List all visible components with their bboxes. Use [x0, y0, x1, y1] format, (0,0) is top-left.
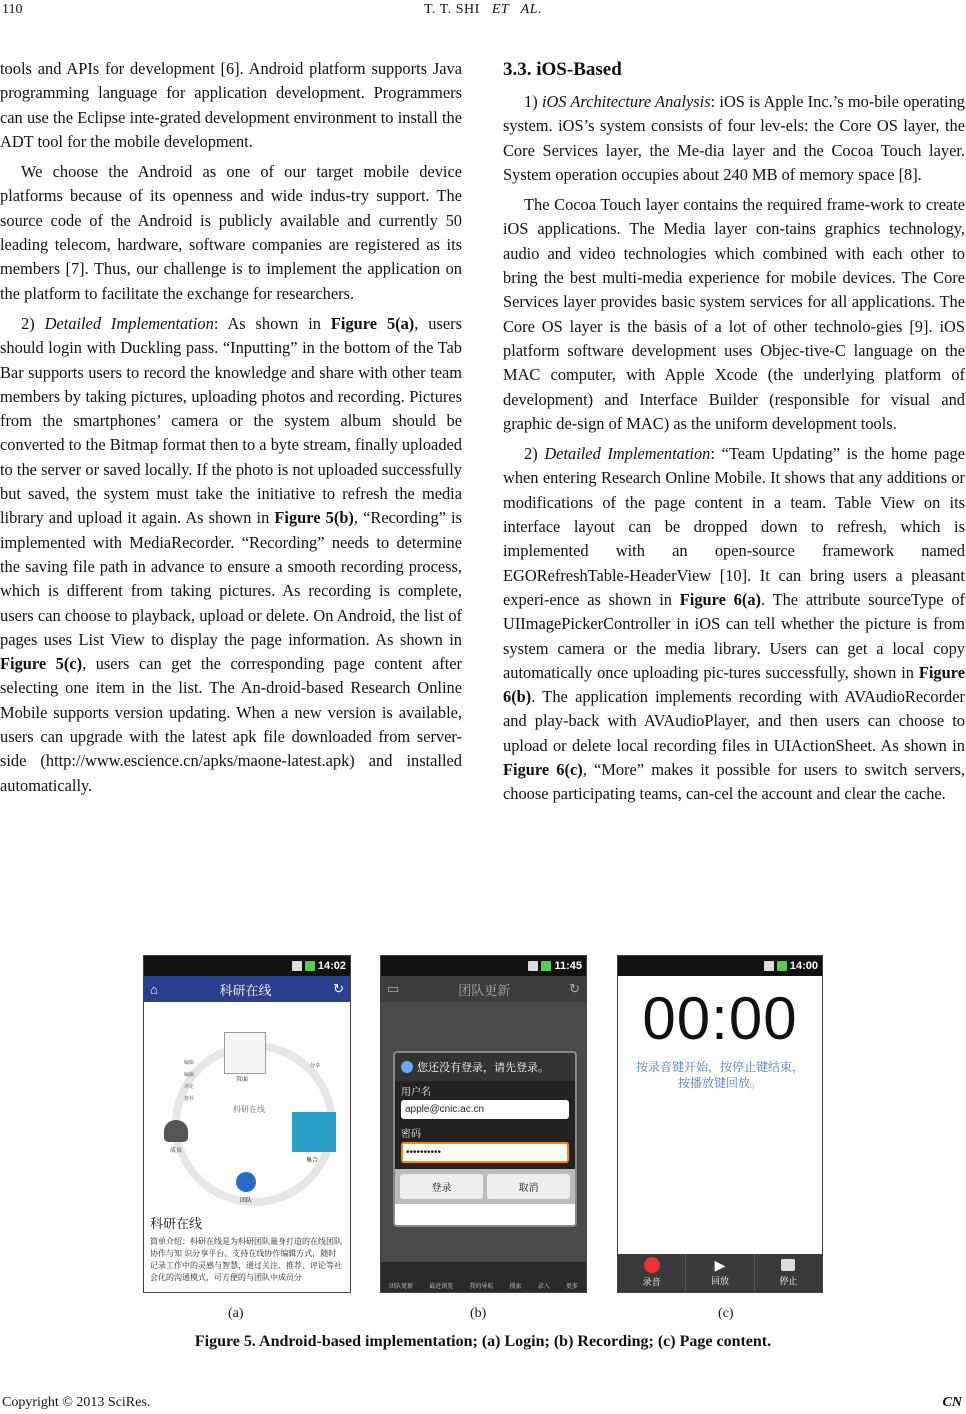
tab-recent[interactable]: 最近浏览	[429, 1284, 454, 1290]
nav-title: 科研在线	[219, 982, 272, 998]
status-bar	[144, 956, 350, 976]
screenshot-c	[617, 955, 823, 1293]
control-bar	[618, 1254, 822, 1292]
dialog-buttons	[395, 1169, 575, 1204]
playback-button[interactable]: ▶ 回放	[686, 1254, 754, 1292]
dialog-header	[395, 1053, 575, 1081]
clock: 14:02	[317, 960, 346, 972]
login-button[interactable]: 登录	[400, 1174, 483, 1199]
nav-title: 团队更新	[458, 982, 511, 998]
dialog-body	[395, 1081, 575, 1169]
play-icon: ▶	[714, 1257, 726, 1273]
instructions: 按录音键开始，按停止键结束，按播放键回放。	[635, 1060, 804, 1090]
node-label: 成员	[170, 1148, 183, 1154]
screenshot-a	[143, 955, 351, 1293]
login-dialog	[393, 1051, 577, 1227]
paragraph: The Cocoa Touch layer contains the required frame-work to create iOS applications. The Media layer con-tains graphics technology, audio and video technologies which combined with each other to bring the best multi-media experience for mobile devices. The Core Services layer provides basic system services for all applications. The Core OS layer is the basis of a lot of other technolo-gies [9]. iOS platform software development uses Objec-tive-C language on the MAC computer, with Apple Xcode (the underlying platform of development) and Interface Builder (responsible for visual and graphic de-sign of MAC) as the uniform development tools.	[503, 195, 965, 433]
screenshot-b	[380, 955, 587, 1293]
menu-item: 分享	[310, 1063, 321, 1069]
paragraph: 1) iOS Architecture Analysis: iOS is Apple Inc.’s mo-bile operating system. iOS’s system consists of four lev-els: the Core OS layer, the Core Services layer, the Me-dia layer and the Cocoa Touch layer. System operation occupies about 240 MB of memory space [8].	[503, 92, 965, 184]
tab-nav[interactable]: 我的导航	[469, 1284, 494, 1290]
home-icon[interactable]: ⌂	[150, 981, 158, 997]
section-title: 科研在线	[150, 1216, 203, 1231]
refresh-icon[interactable]: ↻	[333, 981, 344, 996]
username-field[interactable]: apple@cnic.ac.cn	[401, 1100, 569, 1119]
clock: 11:45	[554, 960, 582, 972]
right-column	[503, 57, 965, 807]
members-node[interactable]	[164, 1120, 188, 1142]
circle-diagram	[144, 1002, 350, 1207]
team-node[interactable]	[236, 1172, 256, 1192]
circle-center-label: 科研在线	[233, 1105, 265, 1114]
page-node[interactable]	[224, 1032, 266, 1074]
section-title: 3.3. iOS-Based	[503, 59, 622, 80]
paragraph: 2) Detailed Implementation: “Team Updating” is the home page when entering Research Online Mobile. It shows that any additions or modifications of the page content in a team. Table View on its interface layout can be dropped down to refresh, which is implemented with an open-source framework named EGORefreshTable-HeaderView [10]. It can bring users a pleasant experi-ence as shown in Figure 6(a). The attribute sourceType of UIImagePickerController in iOS can tell whether the picture is from system camera or the media library. Users can get a local copy automatically once uploading pic-tures successfully, shown in Figure 6(b). The application implements recording with AVAudioRecorder and play-back with AVAudioPlayer, and then users can choose to upload or delete local recording files in UIActionSheet. As shown in Figure 6(c), “More” makes it possible for users to switch servers, choose participating teams, can-cel the account and clear the cache.	[503, 444, 965, 804]
menu-list: 编辑 编辑 评论 推荐	[184, 1060, 195, 1102]
nav-bar	[144, 976, 350, 1002]
stop-button[interactable]: 停止	[755, 1254, 822, 1292]
clock: 14:00	[789, 960, 818, 972]
left-column	[0, 57, 462, 798]
battery-icon	[305, 961, 315, 971]
username-label: 用户名	[401, 1087, 431, 1098]
tab-team-update[interactable]: 团队更新	[389, 1284, 414, 1290]
node-label: 团队	[240, 1198, 253, 1204]
stop-icon	[781, 1259, 795, 1271]
password-field[interactable]: ••••••••••	[401, 1142, 569, 1163]
dialog-title: 您还没有登录，请先登录。	[417, 1062, 549, 1074]
page-number: 110	[2, 2, 23, 17]
subcaption-a: (a)	[228, 1306, 244, 1321]
running-title: T. T. SHI ET AL.	[423, 2, 542, 17]
journal-abbrev: CN	[942, 1395, 962, 1410]
paragraph: 2) Detailed Implementation: As shown in Figure 5(a), users should login with Duckling pass. “Inputting” in the bottom of the Tab Bar supports users to record the knowledge and share with other team members by taking pictures, uploading photos and recording. Pictures from the smartphones’ camera or the system album should be converted to the Bitmap format then to a byte stream, finally uploaded to the server or saved locally. If the photo is not uploaded successfully but saved, the system must take the initiative to refresh the media library and upload it again. As shown in Figure 5(b), “Recording” is implemented with MediaRecorder. “Recording” needs to determine the saving file path in advance to ensure a smooth recording process, which is different from taking pictures. As recording is complete, users can choose to playback, upload or delete. On Android, the list of pages uses List View to display the page information. As shown in Figure 5(c), users can get the corresponding page content after selecting one item in the list. The An-droid-based Research Online Mobile supports version updating. When a new version is available, users can upgrade with the latest apk file downloaded from server-side (http://www.escience.cn/apks/maone-latest.apk) and installed automatically.	[0, 313, 463, 795]
password-label: 密码	[401, 1129, 421, 1140]
record-icon	[644, 1257, 660, 1273]
node-label: 集合	[306, 1158, 319, 1164]
tab-search[interactable]: 搜索	[509, 1284, 522, 1290]
intro-text: 简单介绍：科研在线是为科研团队量身打造的在线团队协作与知 识分享平台。支持在线协作编辑方式，随时记录工作中的灵感与智慧，通过关注、推荐、评论等社会化的沟通模式，可方便的与团队中成员分	[150, 1237, 342, 1282]
page-header	[0, 0, 966, 22]
collection-node[interactable]	[292, 1112, 336, 1152]
status-bar	[381, 956, 586, 976]
signal-icon	[764, 961, 774, 971]
nav-bar	[381, 976, 586, 1002]
subcaption-c: (c)	[718, 1306, 734, 1321]
battery-icon	[541, 961, 551, 971]
cancel-button[interactable]: 取消	[487, 1174, 570, 1199]
tab-bar	[381, 1262, 586, 1292]
paragraph: We choose the Android as one of our target mobile device platforms because of its openness and wide indus-try support. The source code of the Android is publicly available and currently 50 leading telecom, hardware, software companies are registered as its members [7]. Thus, our challenge is to implement the application on the platform to facilitate the exchange for researchers.	[0, 162, 462, 303]
figure-caption: Figure 5. Android-based implementation; (a) Login; (b) Recording; (c) Page content.	[194, 1333, 772, 1350]
user-icon	[401, 1061, 413, 1073]
node-label: 页面	[236, 1077, 249, 1083]
signal-icon	[292, 961, 302, 971]
paragraph: tools and APIs for development [6]. Android platform supports Java programming language for application development. Programmers can use the Eclipse inte-grated development environment to install the ADT tool for the mobile development.	[0, 59, 462, 151]
signal-icon	[528, 961, 538, 971]
subcaption-b: (b)	[470, 1306, 487, 1321]
status-bar	[618, 956, 822, 976]
home-icon[interactable]: ▭	[387, 981, 400, 996]
timer-display: 00:00	[642, 985, 798, 1052]
battery-icon	[777, 961, 787, 971]
copyright: Copyright © 2013 SciRes.	[2, 1395, 151, 1410]
refresh-icon[interactable]: ↻	[569, 981, 580, 996]
tab-input[interactable]: 录入	[537, 1284, 550, 1290]
tab-more[interactable]: 更多	[565, 1284, 578, 1290]
record-button[interactable]: 录音	[618, 1254, 686, 1292]
